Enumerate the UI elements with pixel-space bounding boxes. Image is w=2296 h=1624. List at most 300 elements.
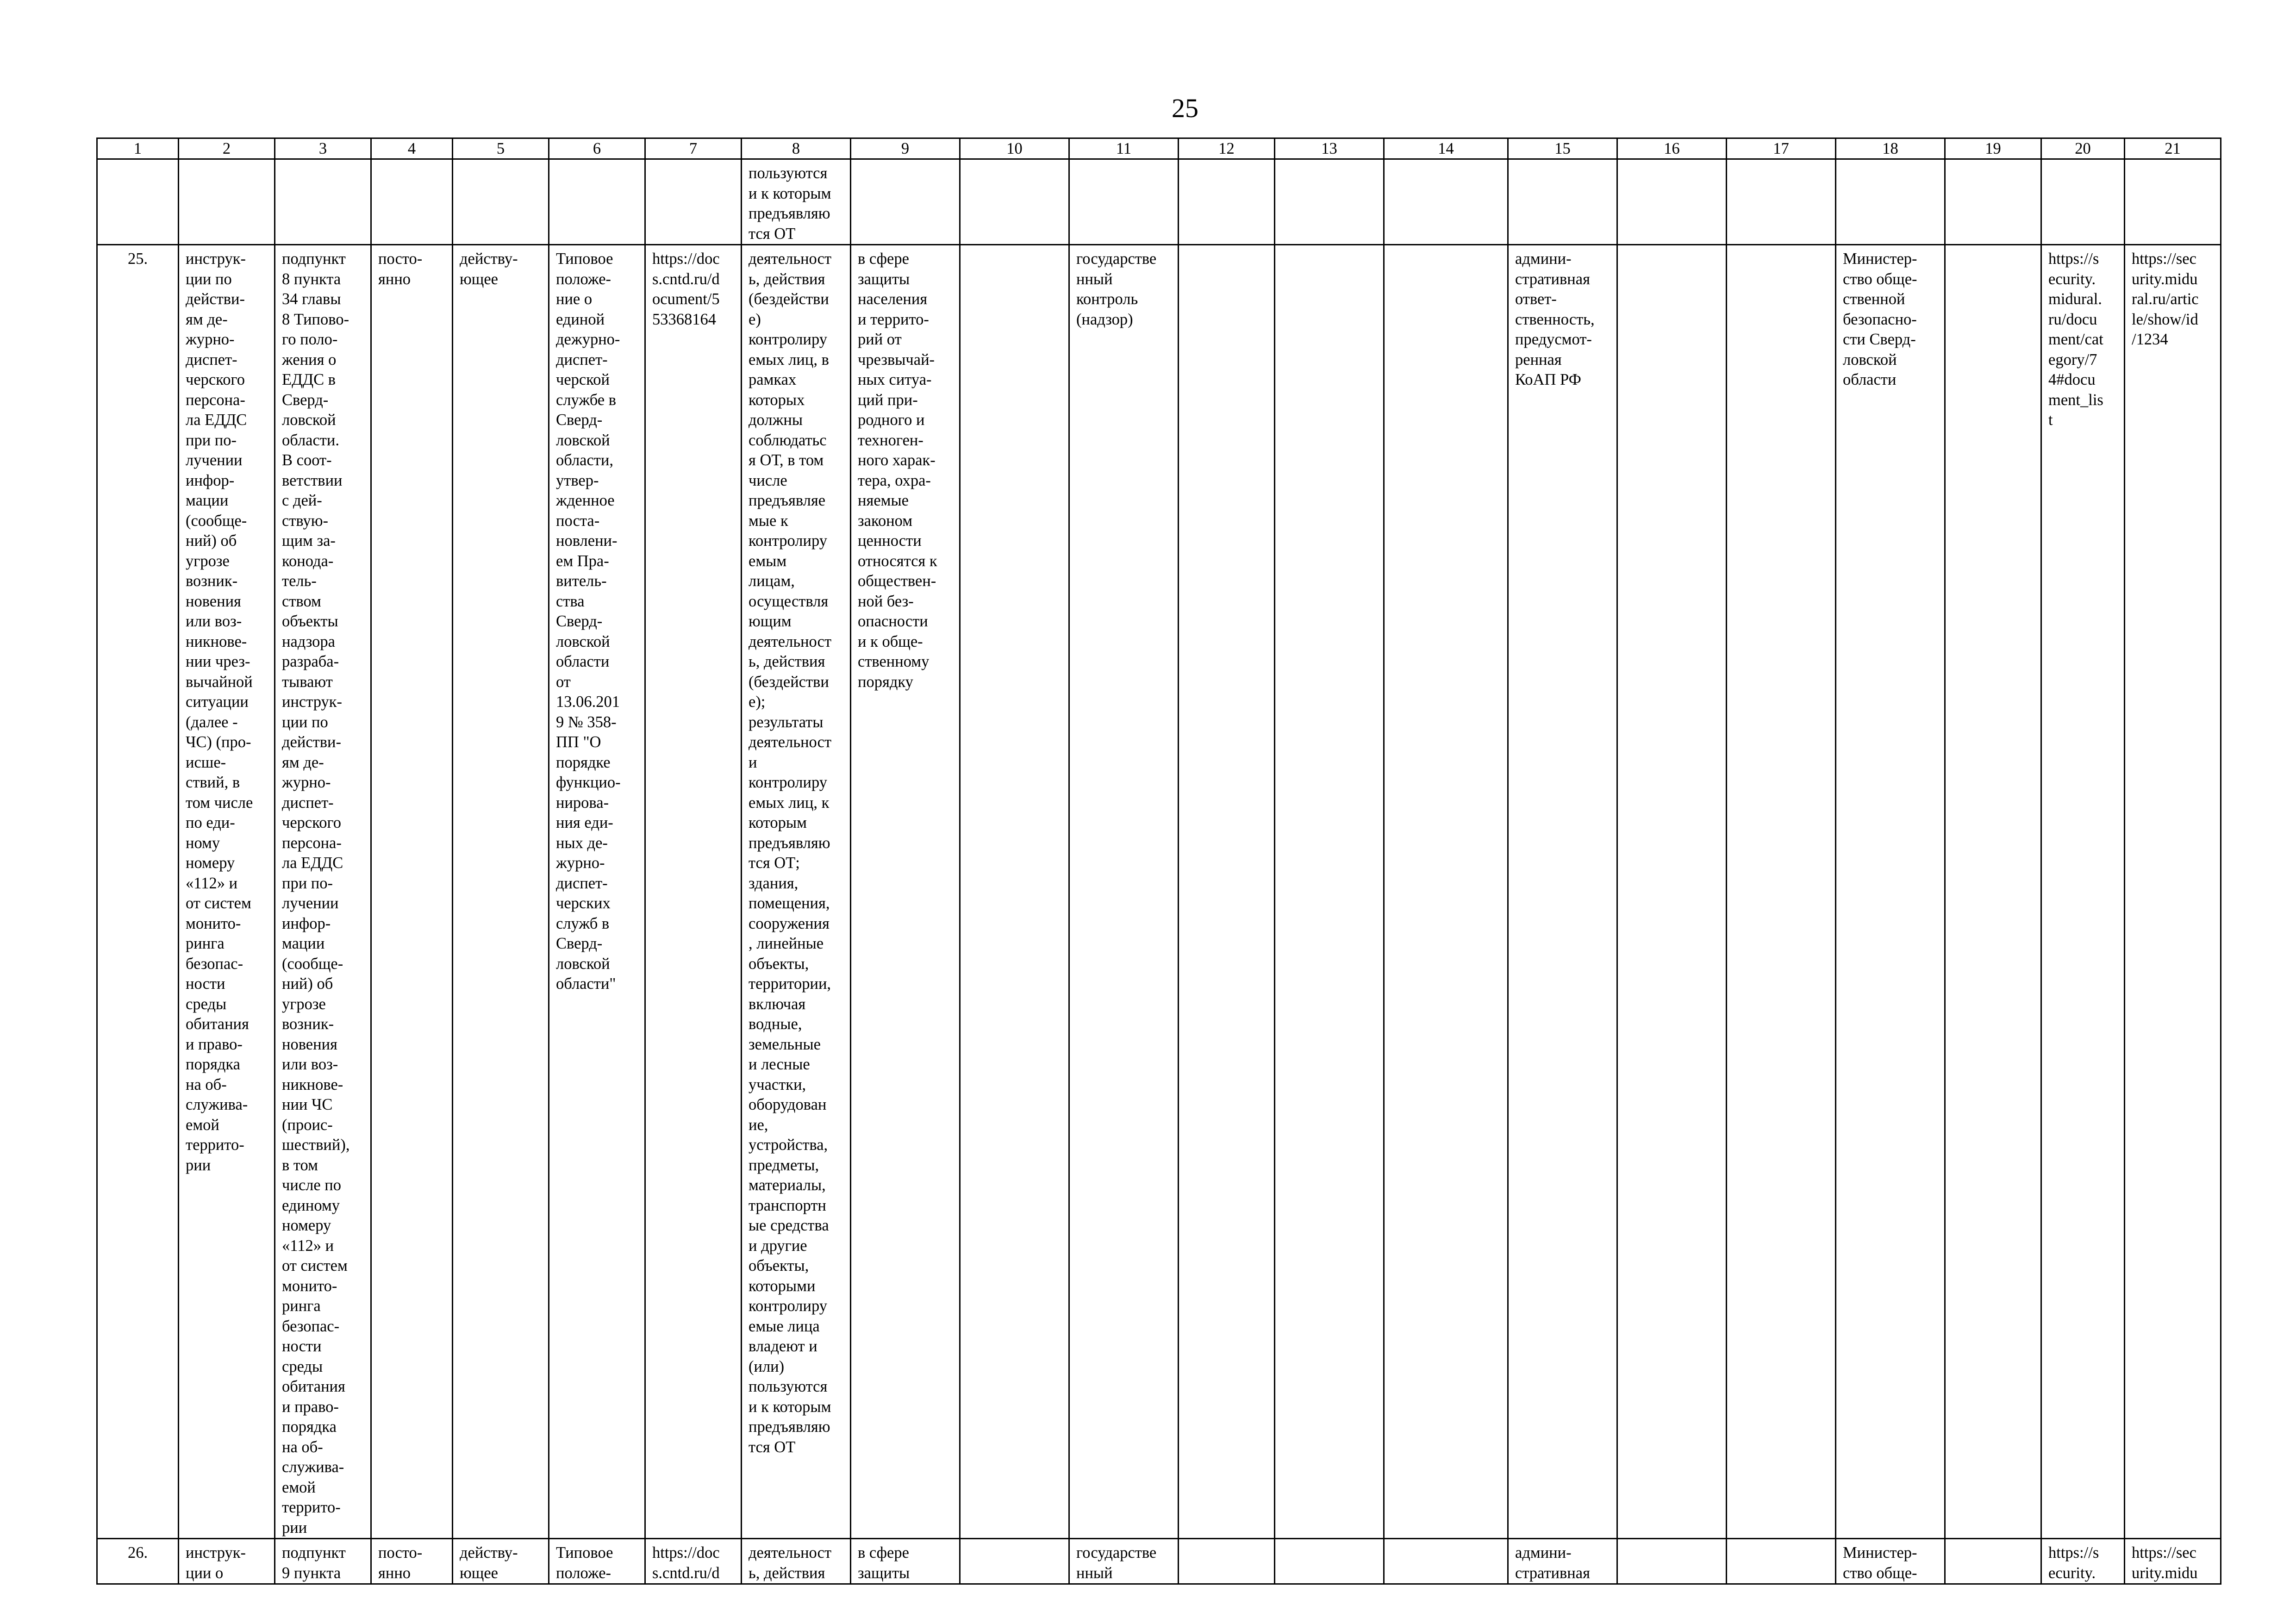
cell-line: ем Пра- bbox=[556, 552, 609, 570]
cell-line: рий от bbox=[858, 331, 902, 348]
cell-line: (или) bbox=[749, 1357, 785, 1375]
cell-line: положе- bbox=[556, 1564, 611, 1582]
cell-line: ственному bbox=[858, 653, 930, 670]
cell-line: единому bbox=[282, 1196, 340, 1214]
cell-line: действу- bbox=[460, 1544, 518, 1562]
cell-line: шествий), bbox=[282, 1136, 350, 1154]
cell-line: действи- bbox=[186, 290, 245, 308]
cell-line: инфор- bbox=[282, 914, 331, 932]
cell-line: владеют и bbox=[749, 1337, 817, 1355]
cell-line: urity.midu bbox=[2132, 1564, 2198, 1582]
cell-line: контролиру bbox=[749, 532, 827, 550]
cell-line: деятельност bbox=[749, 632, 832, 650]
cell-line: 8 пункта bbox=[282, 270, 341, 288]
cell-line: тся ОТ; bbox=[749, 854, 800, 872]
column-header-6: 6 bbox=[549, 138, 645, 159]
cell-line: ных де- bbox=[556, 834, 608, 852]
column-header-14: 14 bbox=[1384, 138, 1508, 159]
cell-line: ному bbox=[186, 834, 220, 852]
table-cell-col-4 bbox=[371, 159, 453, 245]
cell-line: ринга bbox=[186, 935, 225, 952]
cell-line: 53368164 bbox=[652, 310, 716, 328]
cell-line: по еди- bbox=[186, 814, 235, 831]
table-cell-col-21 bbox=[2125, 1539, 2221, 1584]
cell-line: журно- bbox=[556, 854, 605, 872]
table-cell-col-21 bbox=[2125, 159, 2221, 245]
cell-line: жения о bbox=[282, 350, 337, 369]
table-cell-col-3 bbox=[275, 245, 371, 1539]
cell-line: ций при- bbox=[858, 391, 918, 409]
cell-line: ral.ru/artic bbox=[2132, 290, 2199, 308]
cell-line: ство обще- bbox=[1843, 1564, 1917, 1582]
column-header-10: 10 bbox=[960, 138, 1069, 159]
cell-line: материалы, bbox=[749, 1176, 826, 1194]
cell-line: КоАП РФ bbox=[1515, 371, 1581, 388]
cell-line: ствий, в bbox=[186, 774, 240, 791]
cell-line: деятельност bbox=[749, 1544, 832, 1562]
cell-line: ции по bbox=[282, 713, 328, 731]
cell-line: ие, bbox=[749, 1116, 768, 1134]
cell-line: емой bbox=[282, 1478, 316, 1496]
column-header-13: 13 bbox=[1275, 138, 1384, 159]
cell-line: контроль bbox=[1076, 290, 1138, 308]
cell-line: деятельност bbox=[749, 733, 832, 751]
cell-line: контролиру bbox=[749, 1297, 827, 1315]
table-cell-col-17 bbox=[1727, 245, 1836, 1539]
table-cell-col-2 bbox=[179, 159, 275, 245]
cell-line: номеру bbox=[282, 1217, 331, 1234]
cell-line: ситуации bbox=[186, 693, 249, 711]
table-cell-col-20 bbox=[2041, 245, 2125, 1539]
cell-line: «112» и bbox=[282, 1237, 334, 1255]
cell-line: черского bbox=[186, 371, 245, 388]
cell-line: техноген- bbox=[858, 431, 923, 449]
cell-line: безопас- bbox=[282, 1317, 340, 1335]
table-cell-col-10 bbox=[960, 245, 1069, 1539]
cell-line: ь, действия bbox=[749, 270, 825, 288]
table-cell-col-19 bbox=[1945, 1539, 2041, 1584]
cell-line: (проис- bbox=[282, 1116, 333, 1134]
cell-line: ний) об bbox=[186, 532, 237, 550]
table-cell-col-13 bbox=[1275, 245, 1384, 1539]
table-cell-col-4 bbox=[371, 245, 453, 1539]
table-cell-col-11 bbox=[1069, 245, 1179, 1539]
cell-line: том числе bbox=[186, 793, 253, 812]
table-cell-col-14 bbox=[1384, 1539, 1508, 1584]
cell-line: среды bbox=[282, 1357, 323, 1375]
cell-line: с дей- bbox=[282, 492, 322, 509]
cell-line: и к обще- bbox=[858, 632, 923, 650]
table-row bbox=[97, 1539, 2221, 1584]
table-cell-col-7 bbox=[645, 1539, 742, 1584]
cell-line: единой bbox=[556, 310, 605, 328]
cell-line: в сфере bbox=[858, 250, 909, 268]
table-cell-col-2 bbox=[179, 245, 275, 1539]
cell-line: диспет- bbox=[556, 350, 608, 369]
cell-line: защиты bbox=[858, 270, 910, 288]
cell-line: при по- bbox=[282, 874, 333, 892]
cell-line: деятельност bbox=[749, 250, 832, 268]
cell-line: янно bbox=[378, 270, 411, 288]
cell-line: диспет- bbox=[282, 793, 334, 812]
column-header-8: 8 bbox=[742, 138, 851, 159]
cell-line: емые лица bbox=[749, 1317, 820, 1335]
cell-line: помещения, bbox=[749, 894, 830, 912]
cell-line: службе в bbox=[556, 391, 617, 409]
cell-line: монито- bbox=[186, 914, 241, 932]
cell-line: обитания bbox=[282, 1378, 345, 1395]
table-cell-col-16 bbox=[1617, 159, 1727, 245]
cell-line: порядку bbox=[858, 673, 913, 691]
cell-line: предусмот- bbox=[1515, 331, 1592, 348]
cell-line: ответ- bbox=[1515, 290, 1557, 308]
cell-line: диспет- bbox=[556, 874, 608, 892]
cell-line: возник- bbox=[186, 572, 238, 590]
cell-line: тся ОТ bbox=[749, 225, 796, 243]
cell-line: дежурно- bbox=[556, 331, 620, 348]
cell-line: ЧС) (про- bbox=[186, 733, 251, 751]
cell-line: положе- bbox=[556, 270, 611, 288]
cell-line: le/show/id bbox=[2132, 310, 2198, 328]
cell-line: мации bbox=[282, 935, 325, 952]
cell-line: объекты, bbox=[749, 955, 809, 973]
table-cell-col-5 bbox=[453, 245, 549, 1539]
cell-line: «112» и bbox=[186, 874, 238, 892]
cell-line: нный bbox=[1076, 1564, 1113, 1582]
cell-line: утвер- bbox=[556, 471, 599, 489]
cell-line: лучении bbox=[282, 894, 339, 912]
table-cell-col-7 bbox=[645, 245, 742, 1539]
cell-line: конода- bbox=[282, 552, 334, 570]
table-cell-col-3 bbox=[275, 1539, 371, 1584]
cell-line: е); bbox=[749, 693, 766, 711]
column-header-7: 7 bbox=[645, 138, 742, 159]
cell-line: в том bbox=[282, 1156, 318, 1174]
cell-line: ям де- bbox=[282, 753, 324, 771]
cell-line: ям де- bbox=[186, 310, 228, 328]
column-header-5: 5 bbox=[453, 138, 549, 159]
cell-line: ecurity. bbox=[2048, 1564, 2096, 1582]
cell-line: янно bbox=[378, 1564, 411, 1582]
cell-line: нии чрез- bbox=[186, 653, 250, 670]
cell-line: объекты, bbox=[749, 1257, 809, 1274]
cell-line: соблюдатьс bbox=[749, 431, 827, 449]
cell-line: и к которым bbox=[749, 184, 831, 202]
cell-line: от систем bbox=[282, 1257, 348, 1274]
cell-line: s.cntd.ru/d bbox=[652, 270, 720, 288]
cell-line: предъявляю bbox=[749, 834, 830, 852]
cell-line: ности bbox=[282, 1337, 322, 1355]
cell-line: ния еди- bbox=[556, 814, 613, 831]
cell-line: ловской bbox=[556, 431, 610, 449]
table-cell-col-13 bbox=[1275, 1539, 1384, 1584]
cell-line: области bbox=[556, 653, 610, 670]
cell-line: ловской bbox=[282, 411, 336, 429]
table-cell-col-11 bbox=[1069, 1539, 1179, 1584]
table-cell-col-5 bbox=[453, 1539, 549, 1584]
cell-line: области. bbox=[282, 431, 339, 449]
cell-line: монито- bbox=[282, 1277, 337, 1295]
cell-line: участки, bbox=[749, 1075, 806, 1093]
table-cell-col-9 bbox=[851, 159, 960, 245]
cell-line: действу- bbox=[460, 250, 518, 268]
cell-line: ние о bbox=[556, 290, 593, 308]
cell-line: функцио- bbox=[556, 774, 621, 791]
cell-line: ренная bbox=[1515, 350, 1562, 369]
cell-line: объекты bbox=[282, 612, 338, 630]
cell-line: безопас- bbox=[186, 955, 243, 973]
table-cell-col-12 bbox=[1179, 1539, 1275, 1584]
cell-line: числе bbox=[749, 471, 787, 489]
cell-line: оборудован bbox=[749, 1096, 827, 1113]
table-cell-col-19 bbox=[1945, 245, 2041, 1539]
cell-line: ринга bbox=[282, 1297, 321, 1315]
cell-line: родного и bbox=[858, 411, 925, 429]
cell-line: транспортн bbox=[749, 1196, 826, 1214]
table-cell-col-3 bbox=[275, 159, 371, 245]
table-cell-col-7 bbox=[645, 159, 742, 245]
cell-line: на об- bbox=[282, 1438, 323, 1456]
cell-line: новения bbox=[186, 592, 241, 610]
cell-line: водные, bbox=[749, 1015, 802, 1033]
cell-line: стративная bbox=[1515, 1564, 1590, 1582]
table-cell-col-8 bbox=[742, 1539, 851, 1584]
cell-line: 13.06.201 bbox=[556, 693, 620, 711]
cell-line: среды bbox=[186, 995, 227, 1013]
cell-line: от систем bbox=[186, 894, 251, 912]
cell-line: ства bbox=[556, 592, 585, 610]
cell-line: 8 Типово- bbox=[282, 310, 349, 328]
cell-line: или воз- bbox=[186, 612, 242, 630]
column-header-21: 21 bbox=[2125, 138, 2221, 159]
cell-line: ственной bbox=[1843, 290, 1905, 308]
cell-line: я ОТ, в том bbox=[749, 451, 824, 469]
table-cell-col-12 bbox=[1179, 245, 1275, 1539]
cell-line: ство обще- bbox=[1843, 270, 1917, 288]
cell-line: области" bbox=[556, 975, 616, 993]
table-cell-col-15 bbox=[1508, 159, 1617, 245]
cell-line: служб в bbox=[556, 914, 610, 932]
table-cell-col-4 bbox=[371, 1539, 453, 1584]
cell-line: (надзор) bbox=[1076, 310, 1133, 328]
column-header-12: 12 bbox=[1179, 138, 1275, 159]
cell-line: urity.midu bbox=[2132, 270, 2198, 288]
table-cell-col-14 bbox=[1384, 159, 1508, 245]
table-cell-col-12 bbox=[1179, 159, 1275, 245]
cell-line: персона- bbox=[186, 391, 245, 409]
cell-line: /1234 bbox=[2132, 331, 2168, 348]
table-cell-col-11 bbox=[1069, 159, 1179, 245]
cell-line: мые к bbox=[749, 512, 788, 530]
table-cell-col-10 bbox=[960, 159, 1069, 245]
cell-line: мации bbox=[186, 492, 229, 509]
cell-line: ции по bbox=[186, 270, 232, 288]
cell-line: ловской bbox=[1843, 350, 1897, 369]
table-cell-col-1 bbox=[97, 1539, 179, 1584]
cell-line: которым bbox=[749, 814, 807, 831]
cell-line: ной без- bbox=[858, 592, 914, 610]
table-row bbox=[97, 245, 2221, 1539]
cell-line: области bbox=[1843, 371, 1897, 388]
cell-line: пользуются bbox=[749, 164, 828, 182]
cell-line: ые средства bbox=[749, 1217, 829, 1234]
cell-line: ru/docu bbox=[2048, 310, 2097, 328]
cell-line: подпункт bbox=[282, 1544, 346, 1562]
table-cell-col-15 bbox=[1508, 245, 1617, 1539]
cell-line: рии bbox=[186, 1156, 211, 1174]
cell-line: Министер- bbox=[1843, 1544, 1917, 1562]
table-cell-col-13 bbox=[1275, 159, 1384, 245]
cell-line: ных ситуа- bbox=[858, 371, 932, 388]
cell-line: емой bbox=[186, 1116, 219, 1134]
column-header-17: 17 bbox=[1727, 138, 1836, 159]
cell-line: сти Сверд- bbox=[1843, 331, 1916, 348]
table-cell-col-2 bbox=[179, 1539, 275, 1584]
column-header-18: 18 bbox=[1836, 138, 1945, 159]
cell-line: предметы, bbox=[749, 1156, 819, 1174]
cell-line: которых bbox=[749, 391, 805, 409]
cell-line: ции о bbox=[186, 1564, 224, 1582]
cell-line: лучении bbox=[186, 451, 243, 469]
cell-line: номеру bbox=[186, 854, 235, 872]
table-cell-col-18 bbox=[1836, 1539, 1945, 1584]
cell-line: https://sec bbox=[2132, 250, 2196, 268]
cell-line: в сфере bbox=[858, 1544, 909, 1562]
cell-line: вычайной bbox=[186, 673, 253, 691]
cell-line: чрезвычай- bbox=[858, 350, 935, 369]
cell-line: щим за- bbox=[282, 532, 336, 550]
cell-line: го поло- bbox=[282, 331, 338, 348]
cell-line: обитания bbox=[186, 1015, 249, 1033]
table-cell-col-16 bbox=[1617, 1539, 1727, 1584]
cell-line: безопасно- bbox=[1843, 310, 1917, 328]
cell-line: ний) об bbox=[282, 975, 333, 993]
cell-line: террито- bbox=[186, 1136, 244, 1154]
column-header-4: 4 bbox=[371, 138, 453, 159]
cell-line: Сверд- bbox=[556, 935, 603, 952]
cell-line: ветствии bbox=[282, 471, 343, 489]
cell-line: Сверд- bbox=[556, 612, 603, 630]
table-cell-col-6 bbox=[549, 245, 645, 1539]
cell-line: должны bbox=[749, 411, 803, 429]
cell-line: государстве bbox=[1076, 250, 1157, 268]
cell-line: инструк- bbox=[186, 250, 246, 268]
cell-line: емых лиц, в bbox=[749, 350, 829, 369]
cell-line: ь, действия bbox=[749, 653, 825, 670]
cell-line: ла ЕДДС bbox=[186, 411, 247, 429]
cell-line: журно- bbox=[282, 774, 331, 791]
table-cell-col-20 bbox=[2041, 159, 2125, 245]
cell-line: или воз- bbox=[282, 1056, 338, 1073]
cell-line: при по- bbox=[186, 431, 237, 449]
cell-line: Министер- bbox=[1843, 250, 1917, 268]
cell-line: ocument/5 bbox=[652, 290, 720, 308]
column-header-11: 11 bbox=[1069, 138, 1179, 159]
column-header-9: 9 bbox=[851, 138, 960, 159]
cell-line: 26. bbox=[127, 1544, 148, 1562]
cell-line: 4#docu bbox=[2048, 371, 2096, 388]
column-header-1: 1 bbox=[97, 138, 179, 159]
cell-line: ловской bbox=[556, 955, 610, 973]
cell-line: обществен- bbox=[858, 572, 936, 590]
cell-line: лицам, bbox=[749, 572, 795, 590]
cell-line: нии ЧС bbox=[282, 1096, 333, 1113]
cell-line: территории, bbox=[749, 975, 831, 993]
cell-line: админи- bbox=[1515, 250, 1572, 268]
cell-line: числе по bbox=[282, 1176, 341, 1194]
cell-line: ловской bbox=[556, 632, 610, 650]
column-header-3: 3 bbox=[275, 138, 371, 159]
cell-line: е) bbox=[749, 310, 761, 328]
cell-line: ла ЕДДС bbox=[282, 854, 343, 872]
cell-line: от bbox=[556, 673, 571, 691]
cell-line: няемые bbox=[858, 492, 909, 509]
cell-line: служива- bbox=[186, 1096, 248, 1113]
cell-line: здания, bbox=[749, 874, 799, 892]
cell-line: возник- bbox=[282, 1015, 334, 1033]
cell-line: емых лиц, к bbox=[749, 793, 830, 812]
table-cell-col-17 bbox=[1727, 1539, 1836, 1584]
cell-line: ment/cat bbox=[2048, 331, 2103, 348]
cell-line: ством bbox=[282, 592, 321, 610]
cell-line: тся ОТ bbox=[749, 1438, 796, 1456]
cell-line: (сообще- bbox=[186, 512, 247, 530]
cell-line: админи- bbox=[1515, 1544, 1572, 1562]
cell-line: рии bbox=[282, 1518, 307, 1537]
cell-line: 9 № 358- bbox=[556, 713, 617, 731]
cell-line: пользуются bbox=[749, 1378, 828, 1395]
cell-line: служива- bbox=[282, 1458, 344, 1476]
cell-line: ственность, bbox=[1515, 310, 1595, 328]
table-cell-col-6 bbox=[549, 1539, 645, 1584]
cell-line: которыми bbox=[749, 1277, 816, 1295]
cell-line: террито- bbox=[282, 1499, 341, 1516]
table-cell-col-20 bbox=[2041, 1539, 2125, 1584]
cell-line: (далее - bbox=[186, 713, 238, 731]
cell-line: витель- bbox=[556, 572, 607, 590]
register-table bbox=[96, 137, 2221, 1585]
cell-line: контролиру bbox=[749, 774, 827, 791]
cell-line: исше- bbox=[186, 753, 226, 771]
cell-line: осуществля bbox=[749, 592, 829, 610]
cell-line: контролиру bbox=[749, 331, 827, 348]
cell-line: и bbox=[749, 753, 757, 771]
cell-line: опасности bbox=[858, 612, 928, 630]
cell-line: s.cntd.ru/d bbox=[652, 1564, 720, 1582]
cell-line: законом bbox=[858, 512, 913, 530]
cell-line: посто- bbox=[378, 250, 423, 268]
cell-line: (бездействи bbox=[749, 673, 829, 691]
cell-line: и террито- bbox=[858, 310, 929, 328]
cell-line: тель- bbox=[282, 572, 317, 590]
column-header-15: 15 bbox=[1508, 138, 1617, 159]
cell-line: государстве bbox=[1076, 1544, 1157, 1562]
cell-line: Типовое bbox=[556, 1544, 613, 1562]
cell-line: Сверд- bbox=[282, 391, 329, 409]
table-cell-col-10 bbox=[960, 1539, 1069, 1584]
column-header-16: 16 bbox=[1617, 138, 1727, 159]
cell-line: и право- bbox=[186, 1035, 243, 1053]
cell-line: ЕДДС в bbox=[282, 371, 336, 388]
cell-line: инструк- bbox=[282, 693, 343, 711]
cell-line: t bbox=[2048, 411, 2053, 429]
cell-line: новлени- bbox=[556, 532, 618, 550]
column-number-row bbox=[97, 138, 2221, 159]
cell-line: https://doc bbox=[652, 1544, 720, 1562]
cell-line: никнове- bbox=[186, 632, 247, 650]
cell-line: https://s bbox=[2048, 1544, 2099, 1562]
cell-line: диспет- bbox=[186, 350, 237, 369]
